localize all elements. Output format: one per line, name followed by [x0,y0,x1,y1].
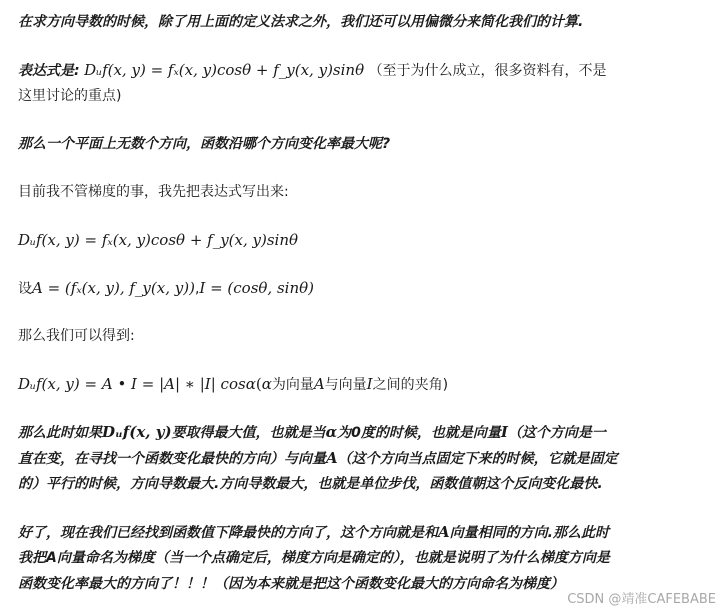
formula-paren: ( [255,375,262,393]
expression-note-continued: 这里讨论的重点) [18,88,122,104]
csdn-watermark: CSDN @靖准CAFEBABE [567,592,716,607]
expression-note: （至于为什么成立，很多资料有，不是 [368,63,607,79]
max-text-2: 要取得最大值，也就是当 [171,425,326,441]
max-vector-a: A [326,449,338,467]
angle-text-2: 与向量 [324,377,367,393]
max-formula: Dᵤf(x, y) [102,423,172,441]
vector-i-formula: I = (cosθ, sinθ) [199,279,315,297]
max-text-1: 那么此时如果 [18,425,102,441]
result-paragraph: 那么我们可以得到: [18,328,135,344]
angle-text-1: 为向量 [271,377,314,393]
expression-colon: : [74,63,80,79]
max-text-3: 为0度的时候，也就是向量 [337,425,501,441]
max-paragraph-line-3: 的）平行的时候，方向导数最大.方向导数最大，也就是单位步伐，函数值朝这个反向变化最快. [18,476,603,492]
gradient-paragraph-line-3: 函数变化率最大的方向了！！！（因为本来就是把这个函数变化最大的方向命名为梯度） [18,576,564,592]
formula-line-2 [18,374,448,395]
expression-label: 表达式是 [18,63,74,79]
max-text-4: （这个方向是一 [507,425,606,441]
expression-paragraph [18,60,607,81]
gradient-paragraph-line-1 [18,522,609,543]
statement-paragraph: 目前我不管梯度的事，我先把表达式写出来: [18,184,289,200]
max-alpha: α [325,423,338,441]
definition-paragraph [18,278,314,299]
gradient-text-2: 向量相同的方向.那么此时 [449,525,609,541]
vector-a-formula: A = (fₓ(x, y), f_y(x, y)) [32,279,195,297]
vector-i-symbol: I [366,375,373,393]
max-vector-i: I [500,423,508,441]
max-text-5: 直在变，在寻找一个函数变化最快的方向）与向量 [18,451,326,467]
formula-line-1: Dᵤf(x, y) = fₓ(x, y)cosθ + f_y(x, y)sinθ [18,231,299,249]
gradient-vector-a: A [438,523,450,541]
dot-product-formula: Dᵤf(x, y) = A • I = |A| ∗ |I| cosα [18,375,256,393]
angle-text-3: 之间的夹角) [372,377,449,393]
max-paragraph-line-1 [18,422,606,443]
definition-separator: , [194,281,200,297]
question-paragraph: 那么一个平面上无数个方向，函数沿哪个方向变化率最大呢? [18,136,391,152]
vector-a-symbol: A [313,375,325,393]
gradient-text-1: 好了，现在我们已经找到函数值下降最快的方向了，这个方向就是和 [18,525,438,541]
gradient-paragraph-line-2: 我把A向量命名为梯度（当一个点确定后，梯度方向是确定的），也就是说明了为什么梯度方向是 [18,550,610,566]
alpha-symbol: α [261,375,272,393]
max-paragraph-line-2 [18,448,618,469]
directional-derivative-formula: Dᵤf(x, y) = fₓ(x, y)cosθ + f_y(x, y)sinθ [84,61,365,79]
intro-paragraph: 在求方向导数的时候，除了用上面的定义法求之外，我们还可以用偏微分来简化我们的计算. [18,14,584,30]
max-text-6: （这个方向当点固定下来的时候，它就是固定 [337,451,618,467]
definition-prefix: 设 [18,281,32,297]
